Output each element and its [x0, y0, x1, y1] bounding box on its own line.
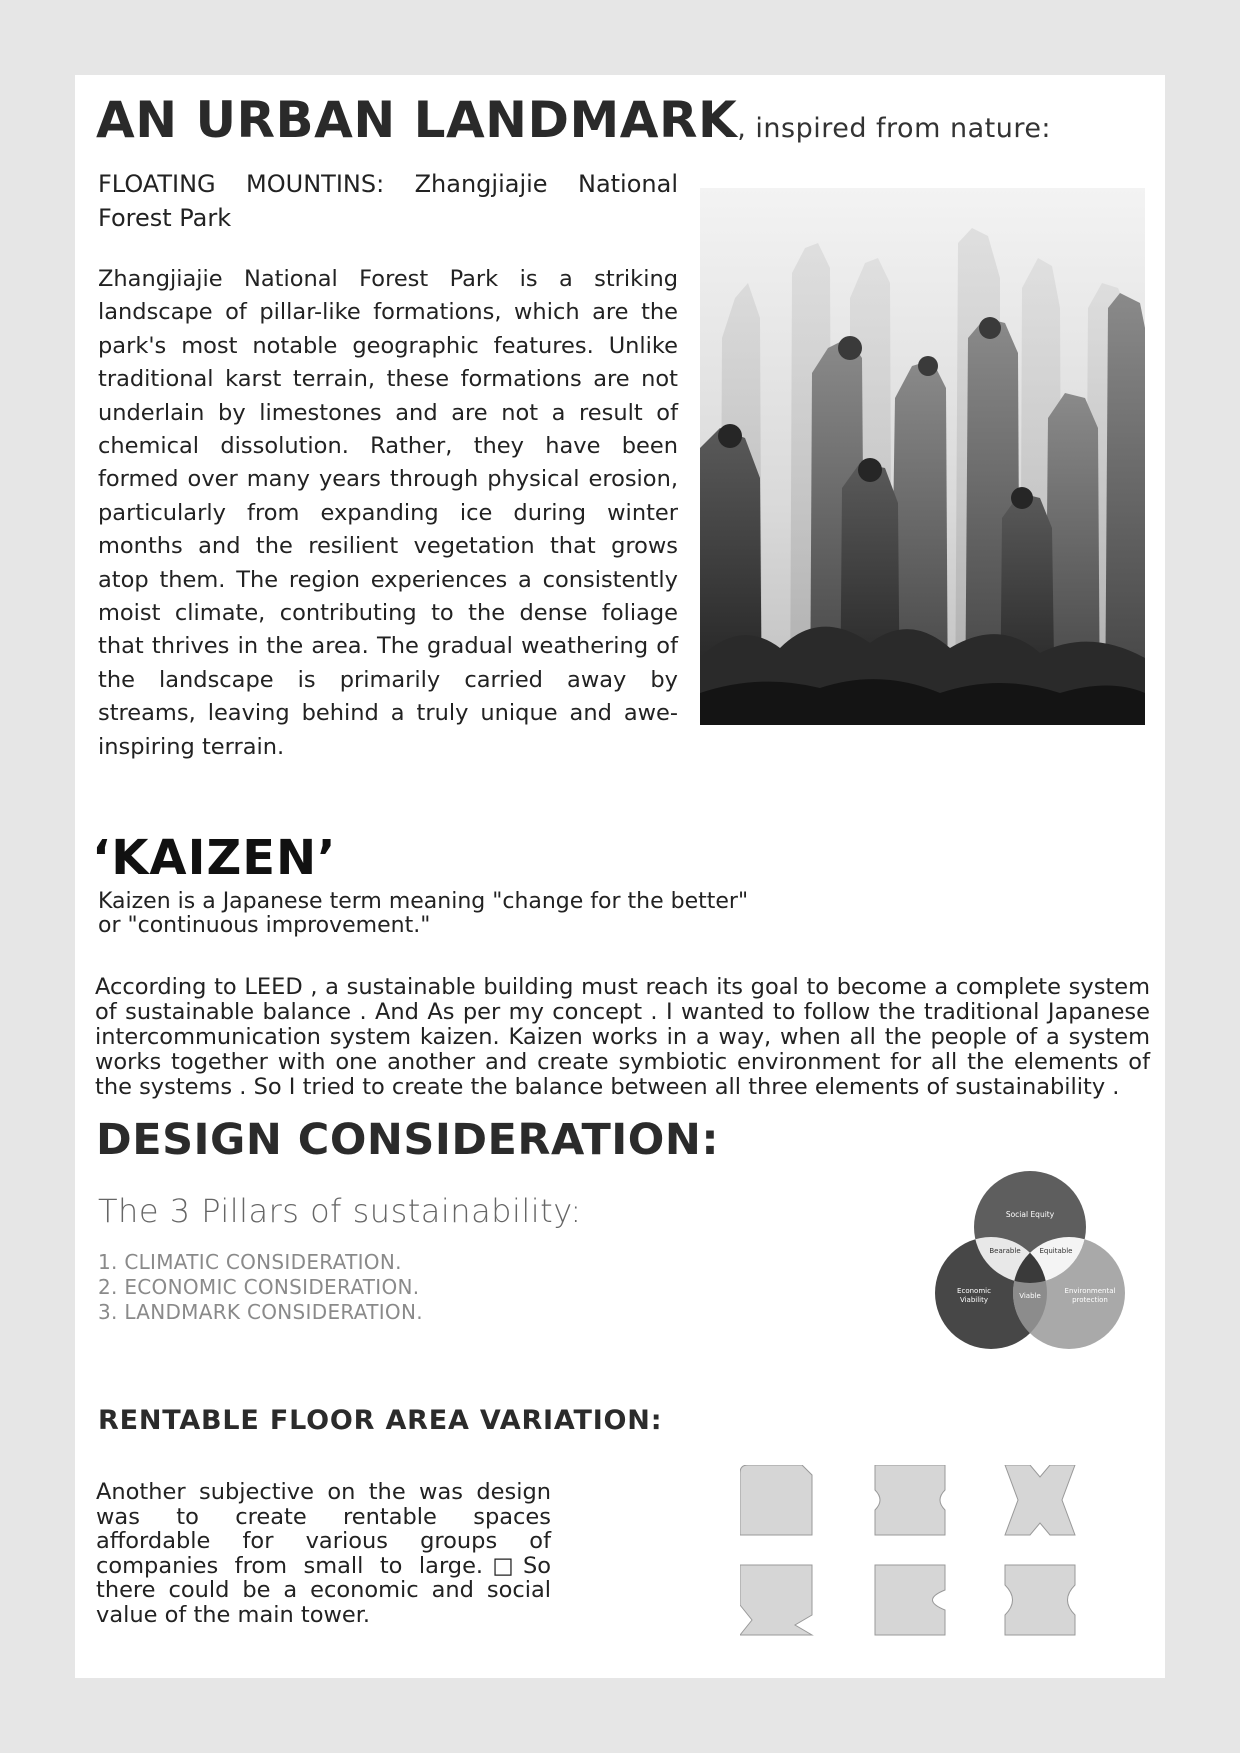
kaizen-definition	[98, 890, 798, 938]
page-title	[96, 91, 1051, 149]
rentable-floor-title: RENTABLE FLOOR AREA VARIATION:	[98, 1405, 663, 1436]
floor-plan-shape-5	[875, 1565, 945, 1635]
kaizen-paragraph: According to LEED , a sustainable building must reach its goal to become a complete system of sustainable balance . And As per my concept . I wanted to follow the traditional Japanese intercommunication system kaizen. Kaizen works in a way, when all the people of a system works together with one another and create symbiotic environment for all the elements of the systems . So I tried to create the balance between all three elements of sustainability .	[95, 974, 1150, 1100]
pillars-list	[98, 1250, 423, 1325]
title-subtitle: , inspired from nature:	[737, 113, 1052, 144]
pillar-item-1: 1. CLIMATIC CONSIDERATION.	[98, 1250, 402, 1274]
kaizen-title: ‘KAIZEN’	[92, 830, 337, 886]
pillars-subtitle: The 3 Pillars of sustainability:	[98, 1192, 582, 1230]
floor-plan-shape-1	[740, 1465, 812, 1535]
venn-economic-label-2: Viability	[959, 1296, 989, 1304]
venn-environmental-label-1: Environmental	[1064, 1287, 1116, 1295]
venn-environmental-label-2: protection	[1072, 1296, 1108, 1304]
floor-plan-shape-2	[875, 1465, 945, 1535]
venn-social-label: Social Equity	[1005, 1210, 1055, 1219]
design-consideration-title: DESIGN CONSIDERATION:	[96, 1115, 720, 1165]
intro-heading: FLOATING MOUNTINS: Zhangjiajie National Forest Park	[98, 170, 678, 232]
floor-plan-shape-3	[1005, 1465, 1075, 1535]
rentable-paragraph: Another subjective on the was design was to create rentable spaces affordable for various groups of companies from small to large.□So there could be a economic and social value of the main tower.	[96, 1479, 551, 1628]
document-page	[75, 75, 1165, 1678]
kaizen-definition-line-1: Kaizen is a Japanese term meaning "change for the better"	[98, 889, 749, 914]
venn-equitable-label: Equitable	[1039, 1247, 1073, 1255]
venn-viable-label: Viable	[1019, 1292, 1041, 1300]
venn-bearable-label: Bearable	[989, 1247, 1021, 1255]
venn-economic-label-1: Economic	[957, 1287, 991, 1295]
title-text: AN URBAN LANDMARK	[96, 91, 738, 149]
intro-paragraph: Zhangjiajie National Forest Park is a striking landscape of pillar-like formations, which are the park's most notable geographic features. Unlike traditional karst terrain, these formations are not underlain by limestones and are not a result of chemical dissolution. Rather, they have been formed over many years through physical erosion, particularly from expanding ice during winter months and the resilient vegetation that grows atop them. The region experiences a consistently moist climate, contributing to the dense foliage that thrives in the area. The gradual weathering of the landscape is primarily carried away by streams, leaving behind a truly unique and awe-inspiring terrain.	[98, 266, 678, 760]
floor-plan-shape-4	[740, 1565, 812, 1635]
zhangjiajie-mountains-photo	[700, 188, 1145, 725]
floor-plan-variations	[740, 1465, 1160, 1735]
kaizen-definition-line-2: or "continuous improvement."	[98, 913, 431, 938]
sustainability-venn-diagram	[910, 1165, 1150, 1380]
floor-plan-shape-6	[1005, 1565, 1075, 1635]
pillar-item-2: 2. ECONOMIC CONSIDERATION.	[98, 1275, 420, 1299]
pillar-item-3: 3. LANDMARK CONSIDERATION.	[98, 1300, 423, 1324]
